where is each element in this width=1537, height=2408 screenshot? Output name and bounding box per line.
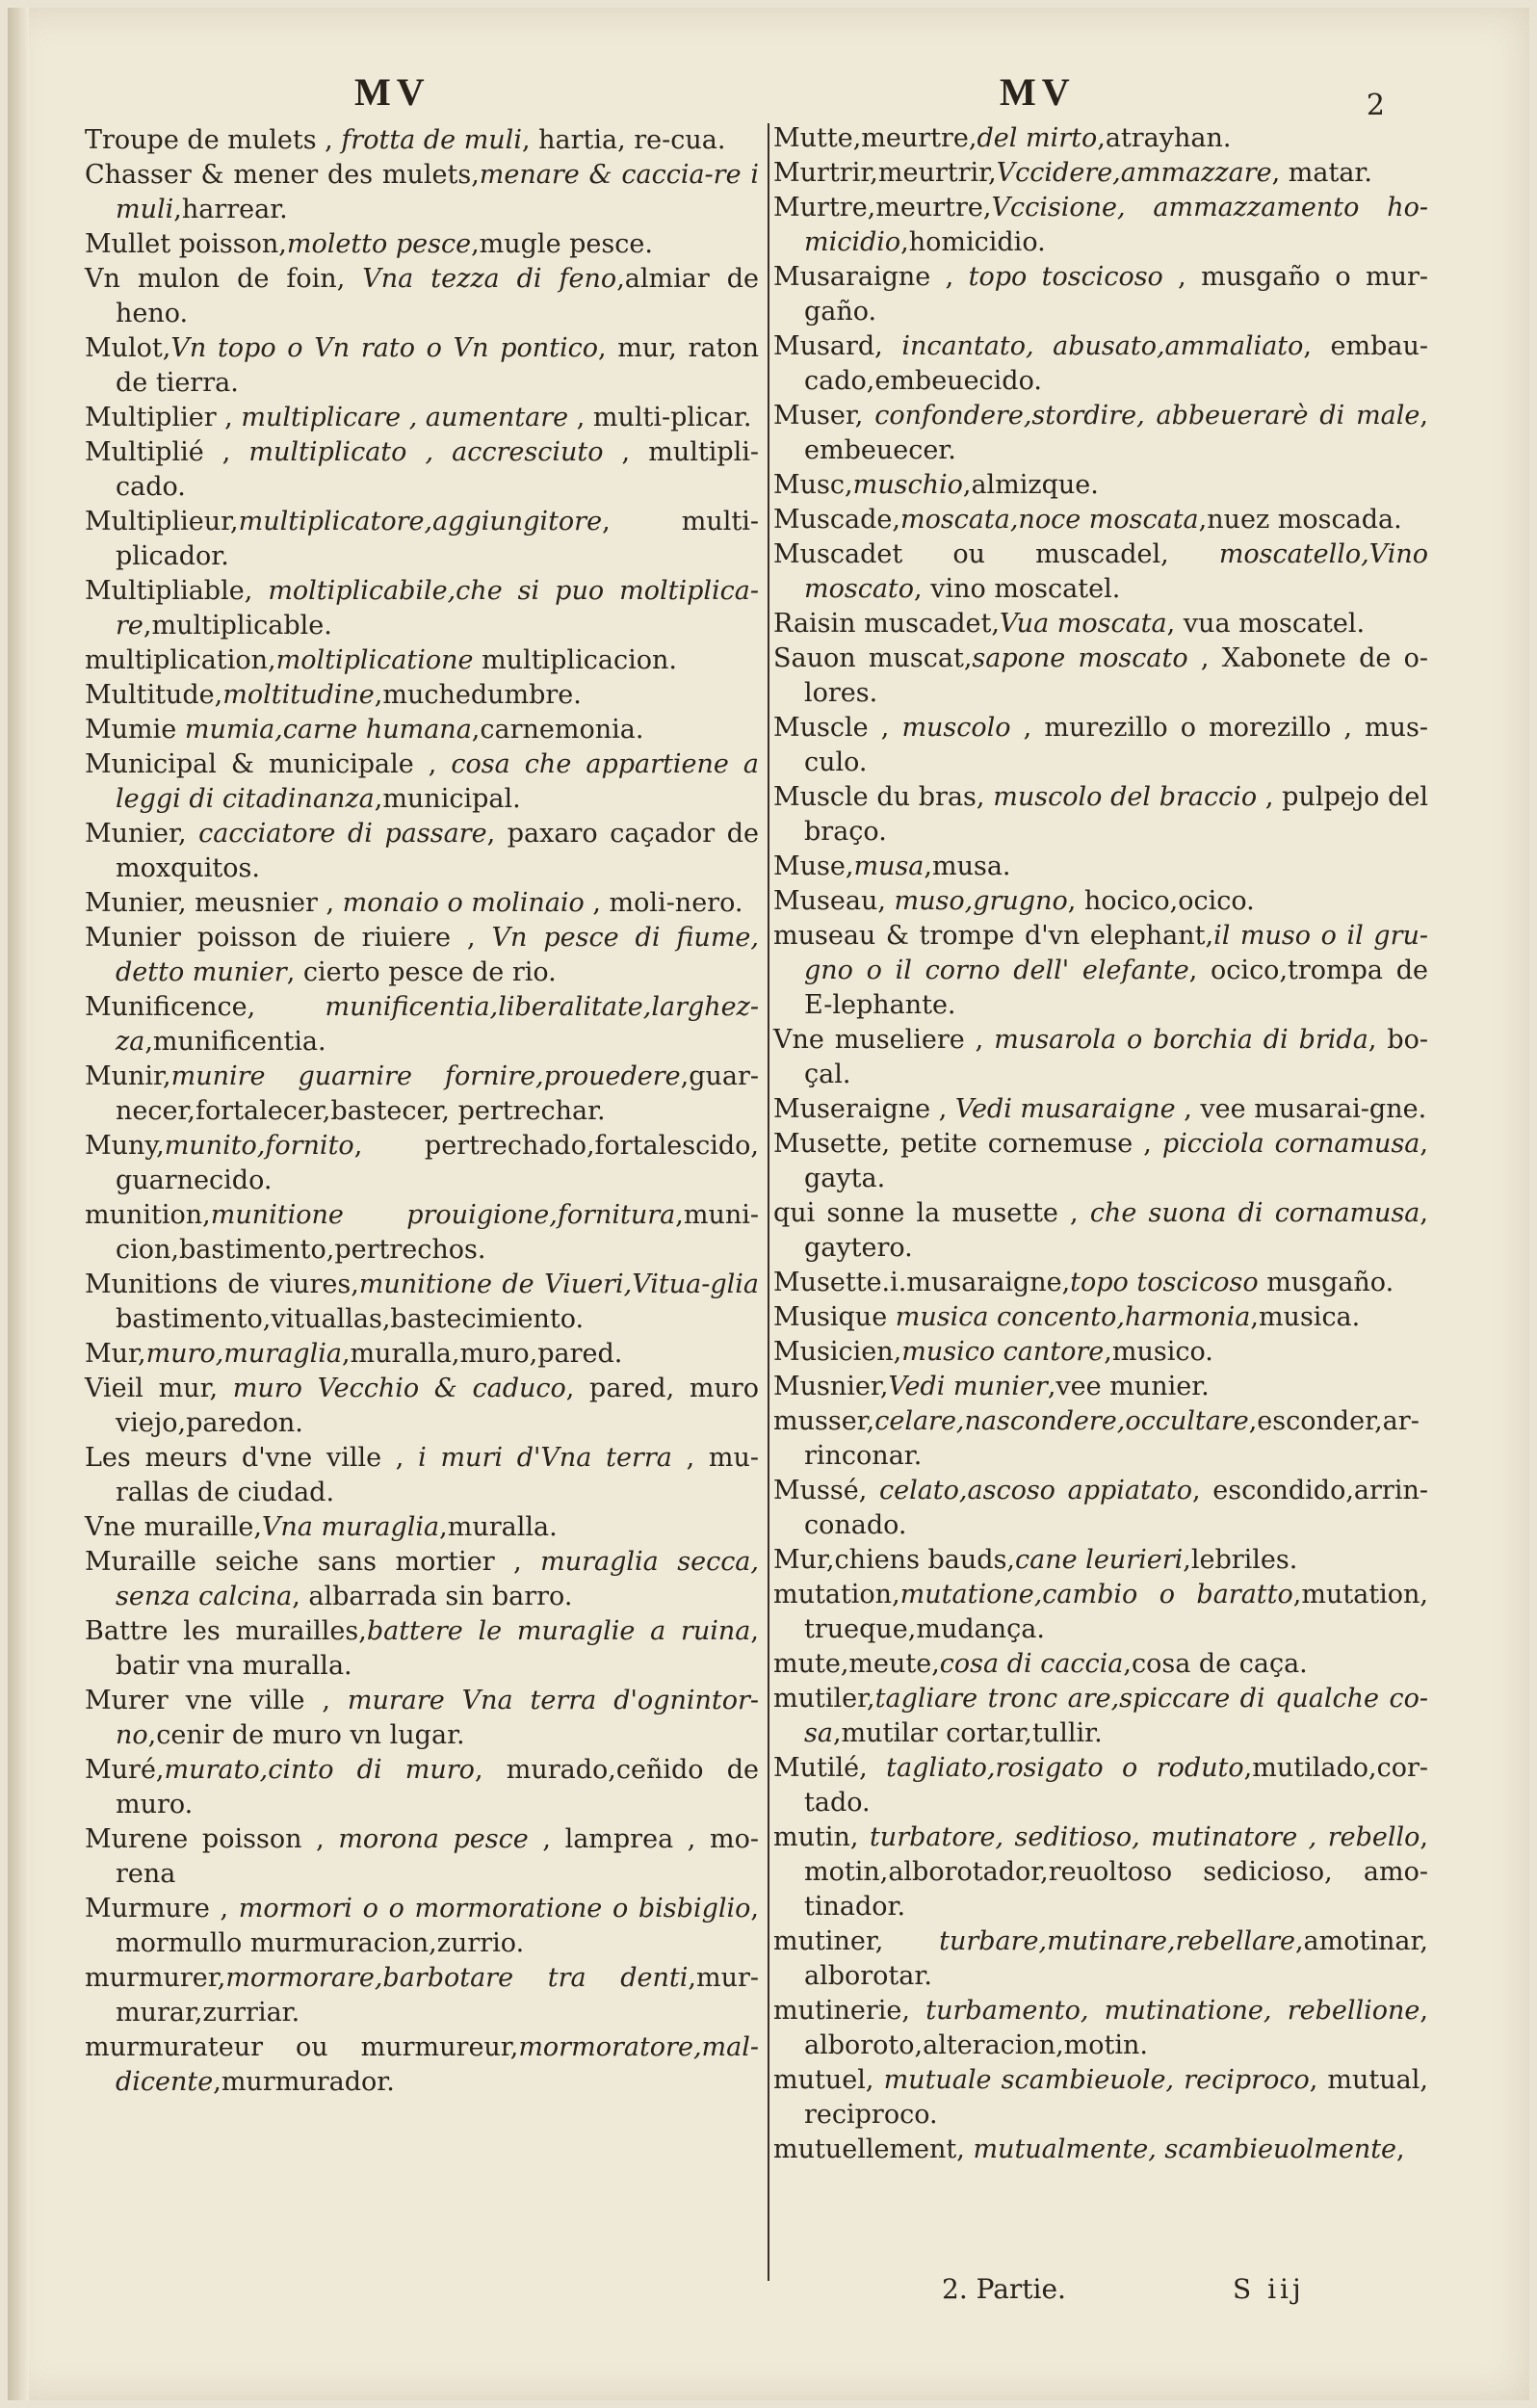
french-headword: Muraille seiche sans mortier , [85,1547,541,1577]
dictionary-entry [773,1335,1428,1370]
italian-gloss: muro,muraglia [145,1339,342,1369]
french-headword: Vne museliere , [773,1025,995,1055]
spanish-gloss: , paxaro caçador de moxquitos. [116,819,759,883]
dictionary-entry [773,191,1428,260]
spanish-gloss: , hartia, re-cua. [521,125,726,155]
italian-gloss: i muri d'Vna terra [418,1443,672,1473]
italian-gloss: cosa che appartiene a leggi di citadinanza [116,749,759,814]
italian-gloss: monaio o molinaio [342,888,585,918]
italian-gloss: moletto pesce [286,229,472,259]
spanish-gloss: ,multiplicable. [143,611,332,641]
italian-gloss: incantato, abusato,ammaliato [901,331,1304,361]
italian-gloss: Vedi munier [888,1372,1048,1401]
italian-gloss: sapone moscato [972,643,1188,673]
spanish-gloss: ,atrayhan. [1097,123,1232,153]
dictionary-entry [85,643,759,678]
spanish-gloss: ,amotinar, alborotar. [804,1926,1428,1991]
column-divider [768,123,769,2281]
spanish-gloss: ,esconder,ar-rinconar. [804,1406,1420,1471]
dictionary-entry [85,1614,759,1684]
dictionary-entry [773,156,1428,191]
footer-part: 2. Partie. [942,2273,1066,2305]
french-headword: Mur, [85,1339,146,1369]
dictionary-entry [773,399,1428,468]
dictionary-entry [85,435,759,505]
spanish-gloss: musgaño. [1258,1268,1394,1297]
french-headword: Battre les murailles, [85,1616,367,1646]
italian-gloss: mormori o o mormoratione o bisbiglio [238,1894,751,1924]
italian-gloss: muscolo [901,713,1011,743]
dictionary-page [8,8,1529,2400]
italian-gloss: multiplicato , accresciuto [248,437,604,467]
italian-gloss: tagliare tronc are,spiccare di qualche co-sa [804,1684,1428,1748]
french-headword: mutuel, [773,2065,884,2095]
french-headword: Mumie [85,715,185,745]
french-headword: Musaraigne , [773,262,969,292]
dictionary-entry [85,990,759,1060]
italian-gloss: turbatore, seditioso, mutinatore , rebello [869,1822,1420,1852]
dictionary-entry [85,1961,759,2030]
dictionary-entry [85,227,759,262]
italian-gloss: menare & caccia-re i muli [116,160,759,224]
french-headword: Munitions de viures, [85,1269,359,1299]
french-headword: Multiplieur, [85,507,239,537]
french-headword: Murmure , [85,1894,239,1924]
spanish-gloss: ,mutilado,cor-tado. [804,1753,1428,1818]
french-headword: Musnier, [773,1372,889,1401]
spanish-gloss: ,mutation, trueque,mudança. [804,1580,1428,1644]
italian-gloss: moscata,noce moscata [899,505,1199,535]
italian-gloss: musa [853,851,925,881]
french-headword: mutin, [773,1822,870,1852]
french-headword: Museraigne , [773,1094,955,1124]
spanish-gloss: , lamprea , mo-rena [116,1824,760,1889]
dictionary-entry [773,1266,1428,1300]
french-headword: Muny, [85,1131,165,1161]
dictionary-entry [773,1820,1428,1924]
dictionary-entry [773,1300,1428,1335]
dictionary-entry [773,1196,1428,1266]
spanish-gloss: ,mutilar cortar,tullir. [832,1718,1103,1748]
french-headword: Muser, [773,401,875,431]
italian-gloss: picciola cornamusa [1161,1129,1420,1159]
spanish-gloss: bastimento,vituallas,bastecimiento. [116,1304,585,1334]
dictionary-entry [85,1441,759,1510]
dictionary-entry [85,1892,759,1961]
french-headword: Munier, meusnier , [85,888,343,918]
dictionary-entry [773,1370,1428,1404]
dictionary-entry [773,121,1428,156]
dictionary-entry [773,329,1428,399]
italian-gloss: Vedi musaraigne [954,1094,1176,1124]
spanish-gloss: ,muni-cion,bastimento,pertrechos. [116,1200,759,1265]
spanish-gloss: , motin,alborotador,reuoltoso sedicioso, amo-tinador. [804,1822,1429,1922]
dictionary-entry [773,780,1428,850]
spanish-gloss: , pared, muro viejo,paredon. [116,1374,759,1438]
spanish-gloss: , musgaño o mur-gaño. [804,262,1428,327]
italian-gloss: moltitudine [222,680,375,710]
french-headword: Munificence, [85,992,326,1022]
spanish-gloss: , gaytero. [804,1198,1428,1263]
italian-gloss: del mirto [977,123,1098,153]
spanish-gloss: , cierto pesce de rio. [286,957,557,987]
italian-gloss: munificentia,liberalitate,larghez-za [116,992,759,1057]
french-headword: Muscle , [773,713,902,743]
spanish-gloss: , multi-plicar. [568,403,752,432]
italian-gloss: moscatello,Vino moscato [804,539,1428,604]
spanish-gloss: , embau-cado,embeuecido. [804,331,1429,396]
dictionary-entry [85,1822,759,1892]
italian-gloss: cacciatore di passare [198,819,487,849]
french-headword: Munier poisson de riuiere , [85,923,492,953]
dictionary-entry [773,468,1428,503]
spanish-gloss: ,muralla. [439,1512,558,1542]
running-head-right: MV [1000,70,1076,114]
dictionary-entry [85,678,759,713]
spanish-gloss: , murado,ceñido de muro. [116,1755,759,1819]
french-headword: mutiler, [773,1684,875,1714]
spanish-gloss: ,nuez moscada. [1198,505,1402,535]
italian-gloss: turbare,mutinare,rebellare [939,1926,1295,1956]
french-headword: Munier, [85,819,199,849]
spanish-gloss: ,munificentia. [144,1027,326,1057]
french-headword: Mutte,meurtre, [773,123,977,153]
french-headword: Murene poisson , [85,1824,339,1854]
dictionary-entry [773,641,1428,711]
italian-gloss: moltiplicatione [275,645,474,675]
dictionary-entry [85,158,759,227]
dictionary-entry [773,1092,1428,1127]
page-gutter-shadow [8,8,29,2400]
italian-gloss: battere le muraglie a ruina [366,1616,751,1646]
french-headword: Musette.i.musaraigne, [773,1268,1071,1297]
spanish-gloss: ,cenir de muro vn lugar. [147,1720,465,1750]
italian-gloss: moltiplicabile,che si puo moltiplica-re [116,576,759,641]
french-headword: mutiner, [773,1926,940,1956]
french-headword: Multiplier , [85,403,242,432]
italian-gloss: Vccidere,ammazzare [996,158,1272,188]
spanish-gloss: , vua moscatel. [1166,609,1366,639]
spanish-gloss: ,guar-necer,fortalecer,bastecer, pertrechar. [116,1061,759,1126]
italian-gloss: munire guarnire fornire,prouedere [170,1061,681,1091]
spanish-gloss: , hocico,ocico. [1067,886,1255,916]
dictionary-entry [85,1545,759,1614]
dictionary-entry [85,1060,759,1129]
french-headword: Muscle du bras, [773,782,994,812]
dictionary-entry [85,886,759,921]
french-headword: Musc, [773,470,853,500]
dictionary-entry [85,1129,759,1198]
running-head-left: MV [354,70,430,114]
italian-gloss: mutuale scambieuole, reciproco [883,2065,1310,2095]
dictionary-entry [85,713,759,747]
dictionary-entry [85,574,759,643]
french-headword: Multiplié , [85,437,249,467]
italian-gloss: muraglia secca, senza calcina [116,1547,759,1611]
spanish-gloss: , mutual, reciproco. [804,2065,1428,2130]
italian-gloss: muscolo del braccio [993,782,1258,812]
spanish-gloss: , vino moscatel. [914,574,1121,604]
italian-gloss: musica concento,harmonia [895,1302,1251,1332]
italian-gloss: mutatione,cambio o baratto [899,1580,1293,1610]
french-headword: Vn mulon de foin, [85,264,363,294]
french-headword: Musique [773,1302,896,1332]
spanish-gloss: ,lebriles. [1183,1545,1298,1575]
spanish-gloss: , ocico,trompa de E-lephante. [804,955,1428,1020]
dictionary-entry [85,1753,759,1822]
italian-gloss: Vua moscata [999,609,1167,639]
italian-gloss: Vn pesce di fiume, detto munier [116,923,759,987]
dictionary-entry [85,1268,759,1337]
italian-gloss: celato,ascoso appiatato [878,1476,1193,1505]
italian-gloss: mormorare,barbotare tra denti [225,1963,689,1993]
italian-gloss: turbamento, mutinatione, rebellione [925,1996,1420,2026]
spanish-gloss: , vee musarai-gne. [1175,1094,1427,1124]
french-headword: Vne muraille, [85,1512,262,1542]
french-headword: munition, [85,1200,211,1230]
spanish-gloss: , mu-rallas de ciudad. [116,1443,759,1507]
dictionary-entry [85,123,759,158]
italian-gloss: confondere,stordire, abbeuerarè di male [874,401,1420,431]
spanish-gloss: , bo-çal. [804,1025,1428,1089]
italian-gloss: tagliato,rosigato o roduto [886,1753,1244,1783]
dictionary-entry [773,850,1428,884]
dictionary-entry [85,331,759,401]
dictionary-entry [773,537,1428,607]
spanish-gloss: , mormullo murmuracion,zurrio. [116,1894,759,1958]
french-headword: mutuellement, [773,2134,974,2164]
spanish-gloss: , multi-plicador. [116,507,759,571]
footer-signature: S iij [1233,2273,1305,2305]
dictionary-entry [773,1578,1428,1647]
spanish-gloss: , batir vna muralla. [116,1616,759,1681]
french-headword: Murtre,meurtre, [773,193,992,222]
french-headword: Murtrir,meurtrir, [773,158,997,188]
spanish-gloss: , multipli-cado. [116,437,760,502]
italian-gloss: mormoratore,mal-dicente [116,2032,759,2097]
spanish-gloss: ,muchedumbre. [374,680,582,710]
spanish-gloss: ,harrear. [173,195,288,224]
french-headword: Vieil mur, [85,1374,233,1403]
dictionary-entry [773,1682,1428,1751]
spanish-gloss: ,vee munier. [1047,1372,1210,1401]
dictionary-entry [85,1684,759,1753]
italian-gloss: mumia,carne humana [184,715,472,745]
french-headword: Multipliable, [85,576,269,606]
spanish-gloss: , pulpejo del braço. [804,782,1428,847]
italian-gloss: muschio [852,470,963,500]
italian-gloss: celare,nascondere,occultare [874,1406,1249,1436]
italian-gloss: Vna tezza di feno [362,264,617,294]
french-headword: musser, [773,1406,875,1436]
spanish-gloss: , pertrechado,fortalescido, guarnecido. [116,1131,759,1195]
italian-gloss: che suona di cornamusa [1089,1198,1420,1228]
dictionary-entry [85,1198,759,1268]
dictionary-entry [773,919,1428,1023]
dictionary-entry [773,503,1428,537]
french-headword: Mutilé, [773,1753,887,1783]
italian-gloss: cosa di caccia [939,1649,1124,1679]
spanish-gloss: ,mur-murar,zurriar. [116,1963,759,2028]
dictionary-entry [773,1543,1428,1578]
dictionary-entry [85,1510,759,1545]
dictionary-entry [773,260,1428,329]
italian-gloss: muro Vecchio & caduco [232,1374,566,1403]
french-headword: mutinerie, [773,1996,926,2026]
french-headword: murmurer, [85,1963,226,1993]
spanish-gloss: , gayta. [804,1129,1428,1193]
french-headword: mute,meute, [773,1649,940,1679]
italian-gloss: murato,cinto di muro [164,1755,475,1785]
french-headword: Multitude, [85,680,223,710]
french-headword: mutation, [773,1580,900,1610]
italian-gloss: mutualmente, scambieuolmente [973,2134,1397,2164]
french-headword: Musicien, [773,1337,902,1367]
dictionary-entry [773,1751,1428,1820]
french-headword: Muré, [85,1755,165,1785]
french-headword: Muscadet ou muscadel, [773,539,1219,569]
spanish-gloss: ,muralla,muro,pared. [341,1339,623,1369]
spanish-gloss: , mur, raton de tierra. [116,333,760,398]
dictionary-entry [85,2030,759,2100]
french-headword: Mur,chiens bauds, [773,1545,1016,1575]
spanish-gloss: ,almizque. [962,470,1099,500]
spanish-gloss: , matar. [1271,158,1372,188]
french-headword: museau & trompe d'vn elephant, [773,921,1214,951]
spanish-gloss: ,municipal. [374,784,521,814]
french-headword: Musard, [773,331,902,361]
spanish-gloss: ,musico. [1104,1337,1213,1367]
dictionary-entry [773,1127,1428,1196]
italian-gloss: morona pesce [338,1824,529,1854]
dictionary-entry [773,1404,1428,1474]
dictionary-entry [773,1023,1428,1092]
dictionary-entry [85,505,759,574]
french-headword: Murer vne ville , [85,1686,348,1715]
french-headword: murmurateur ou murmureur, [85,2032,519,2062]
italian-gloss: frotta de muli [341,125,522,155]
spanish-gloss: , embeuecer. [804,401,1428,465]
dictionary-entry [773,1924,1428,1994]
french-headword: Municipal & municipale , [85,749,452,779]
french-headword: Les meurs d'vne ville , [85,1443,419,1473]
dictionary-entry [773,1647,1428,1682]
spanish-gloss: , alboroto,alteracion,motin. [804,1996,1428,2060]
spanish-gloss: , albarrada sin barro. [292,1582,573,1611]
italian-gloss: Vna muraglia [261,1512,440,1542]
italian-gloss: musico cantore [901,1337,1105,1367]
french-headword: Sauon muscat, [773,643,973,673]
dictionary-entry [773,711,1428,780]
dictionary-entry [773,1994,1428,2063]
dictionary-entry [85,817,759,886]
french-headword: Museau, [773,886,895,916]
dictionary-entry [773,2063,1428,2133]
dictionary-entry [85,921,759,990]
spanish-gloss: , escondido,arrin-conado. [804,1476,1428,1540]
french-headword: Mulot, [85,333,171,363]
italian-gloss: munitione de Viueri,Vitua-glia [358,1269,759,1299]
french-headword: Troupe de mulets , [85,125,342,155]
dictionary-entry [85,401,759,435]
spanish-gloss: ,homicidio. [900,227,1046,257]
italian-gloss: topo toscicoso [1070,1268,1259,1297]
dictionary-entry [85,747,759,817]
dictionary-entry [773,884,1428,919]
dictionary-entry [773,607,1428,641]
spanish-gloss: ,carnemonia. [471,715,644,745]
french-headword: Mullet poisson, [85,229,287,259]
french-headword: Mussé, [773,1476,879,1505]
spanish-gloss: ,murmurador. [213,2067,395,2097]
italian-gloss: Vn topo o Vn rato o Vn pontico [170,333,598,363]
dictionary-entry [85,262,759,331]
italian-gloss: Vccisione, ammazzamento ho-micidio [804,193,1428,257]
dictionary-entry [85,1337,759,1372]
italian-gloss: il muso o il gru-gno o il corno dell' elefante [804,921,1428,985]
italian-gloss: munitione prouigione,fornitura [210,1200,676,1230]
dictionary-entry [773,1474,1428,1543]
french-headword: Muse, [773,851,854,881]
spanish-gloss: ,musica. [1250,1302,1361,1332]
italian-gloss: multiplicare , aumentare [241,403,569,432]
italian-gloss: munito,fornito [164,1131,354,1161]
right-column [773,121,1428,2167]
spanish-gloss: ,cosa de caça. [1123,1649,1308,1679]
spanish-gloss: ,almiar de heno. [116,264,760,328]
page-number: 2 [1366,89,1385,122]
french-headword: qui sonne la musette , [773,1198,1090,1228]
spanish-gloss: , moli-nero. [584,888,743,918]
french-headword: Musette, petite cornemuse , [773,1129,1162,1159]
left-column [85,123,759,2100]
french-headword: multiplication, [85,645,276,675]
italian-gloss: topo toscicoso [968,262,1163,292]
french-headword: Raisin muscadet, [773,609,1000,639]
french-headword: Munir, [85,1061,171,1091]
dictionary-entry [773,2133,1428,2167]
french-headword: Chasser & mener des mulets, [85,160,480,190]
spanish-gloss: , Xabonete de o-lores. [804,643,1429,708]
spanish-gloss: , [1396,2134,1405,2164]
italian-gloss: murare Vna terra d'ognintor-no [116,1686,759,1750]
french-headword: Muscade, [773,505,900,535]
italian-gloss: multiplicatore,aggiungitore [238,507,603,537]
spanish-gloss: ,mugle pesce. [471,229,653,259]
dictionary-entry [85,1372,759,1441]
italian-gloss: muso,grugno [894,886,1068,916]
spanish-gloss: multiplicacion. [473,645,677,675]
spanish-gloss: ,musa. [924,851,1011,881]
italian-gloss: musarola o borchia di brida [994,1025,1368,1055]
italian-gloss: cane leurieri [1015,1545,1184,1575]
spanish-gloss: , murezillo o morezillo , mus-culo. [804,713,1429,777]
